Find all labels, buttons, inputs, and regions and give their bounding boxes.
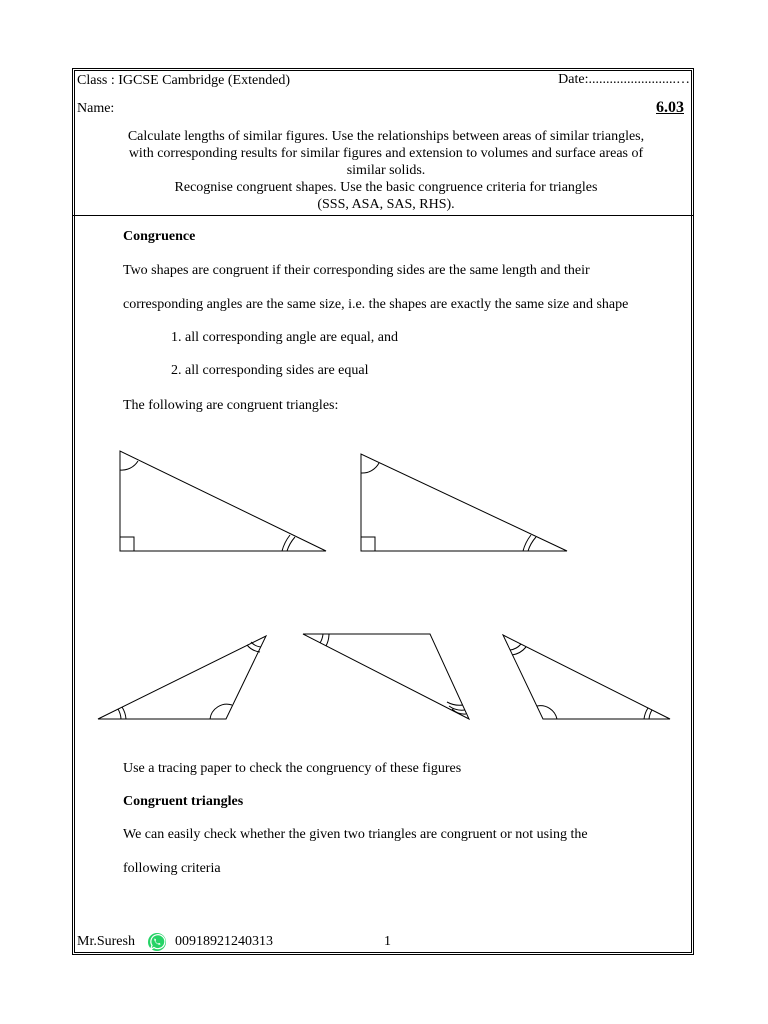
paragraph-line: following criteria <box>123 861 221 876</box>
footer-author: Mr.Suresh <box>77 934 135 949</box>
heading-congruent-triangles: Congruent triangles <box>123 794 244 809</box>
date-label: Date:.........................… <box>558 72 690 87</box>
following-text: The following are congruent triangles: <box>123 398 339 413</box>
objective-line: Calculate lengths of similar figures. Use the relationships between areas of similar triangles, <box>127 129 645 144</box>
page-number: 1 <box>384 934 391 949</box>
footer-phone: 00918921240313 <box>175 934 273 949</box>
tracing-instruction: Use a tracing paper to check the congruency of these figures <box>123 761 462 776</box>
list-item: 1. all corresponding angle are equal, and <box>171 330 399 345</box>
objective-line: Recognise congruent shapes. Use the basic congruence criteria for triangles <box>174 180 598 195</box>
paragraph-line: Two shapes are congruent if their corresponding sides are the same length and their <box>123 263 590 278</box>
class-line: Class : IGCSE Cambridge (Extended) <box>77 73 291 88</box>
list-item: 2. all corresponding sides are equal <box>171 363 369 378</box>
name-label: Name: <box>77 101 115 116</box>
objective-line: with corresponding results for similar figures and extension to volumes and surface areas of <box>128 146 644 161</box>
paragraph-line: corresponding angles are the same size, i.e. the shapes are exactly the same size and shape <box>123 297 629 312</box>
lesson-number: 6.03 <box>656 99 684 116</box>
objective-line: (SSS, ASA, SAS, RHS). <box>317 197 455 212</box>
whatsapp-icon <box>147 932 167 952</box>
paragraph-line: We can easily check whether the given two triangles are congruent or not using the <box>123 827 588 842</box>
objective-line: similar solids. <box>346 163 426 178</box>
heading-congruence: Congruence <box>123 229 196 244</box>
